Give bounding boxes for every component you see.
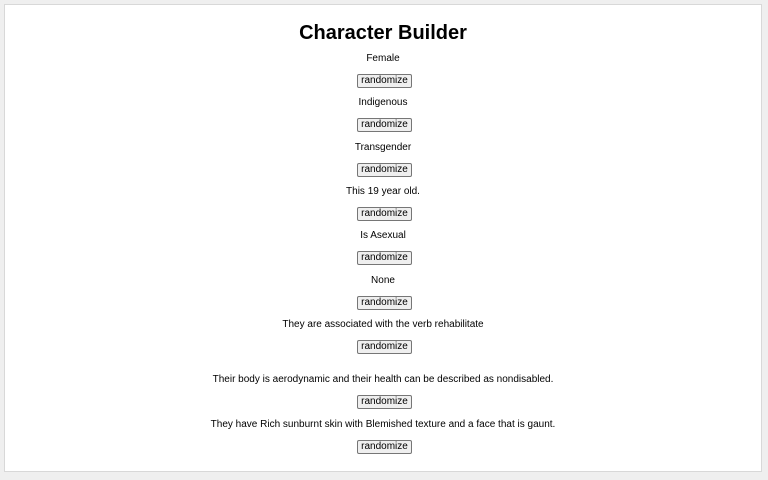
page-container [4, 4, 762, 472]
randomize-skin-button[interactable]: randomize [357, 440, 412, 454]
trait-gender-text: Female [366, 53, 400, 64]
trait-ethnicity-text: Indigenous [358, 97, 408, 108]
randomize-ethnicity-button[interactable]: randomize [357, 118, 412, 132]
page-title: Character Builder [299, 22, 467, 44]
trait-age-text: This 19 year old. [346, 186, 420, 197]
trait-gender-identity-text: Transgender [354, 142, 412, 153]
randomize-body-button[interactable]: randomize [357, 395, 412, 409]
trait-orientation-text: Is Asexual [360, 230, 406, 241]
randomize-misc-button[interactable]: randomize [357, 296, 412, 310]
trait-verb-text: They are associated with the verb rehabilitate [282, 319, 484, 330]
randomize-orientation-button[interactable]: randomize [357, 251, 412, 265]
randomize-age-button[interactable]: randomize [357, 207, 412, 221]
trait-body-text: Their body is aerodynamic and their health can be described as nondisabled. [212, 374, 554, 385]
randomize-gender-button[interactable]: randomize [357, 74, 412, 88]
randomize-gender-identity-button[interactable]: randomize [357, 163, 412, 177]
trait-skin-text: They have Rich sunburnt skin with Blemished texture and a face that is gaunt. [210, 419, 556, 430]
trait-misc-text: None [371, 275, 395, 286]
randomize-verb-button[interactable]: randomize [357, 340, 412, 354]
